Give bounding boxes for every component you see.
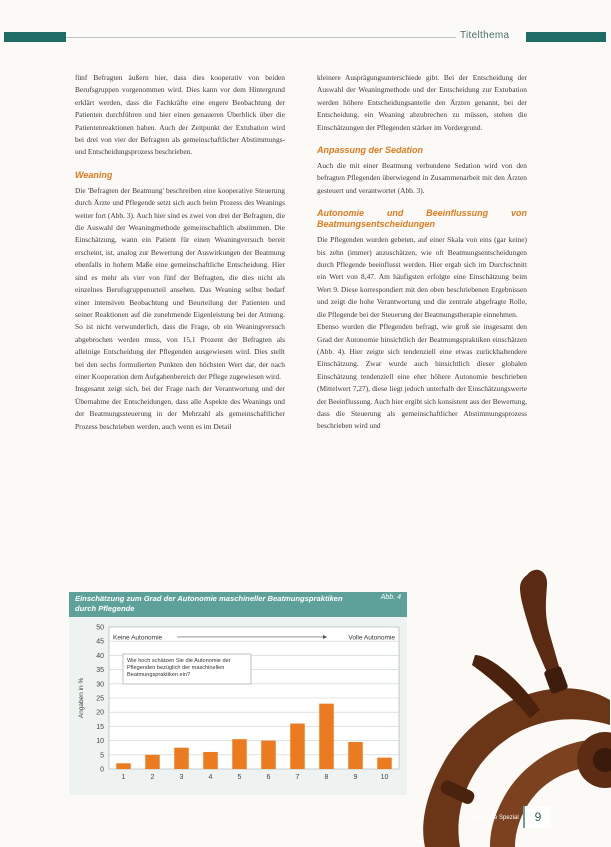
y-tick-label: 50 [96,624,104,632]
bar-chart [69,617,407,795]
paragraph: fünf Befragten äußern hier, dass dies kooperativ von beiden Berufsgruppen vorgenommen wird. Dies kann vor dem Hintergrund erklärt werden, dass die Fachkräfte eine engere Beobachtung der Patienten durchführen und hier einen genaueren Überblick über die Patientenreaktionen haben. Auch der Zeitpunkt der Extubation wird bei drei von vier der Befragten als gemeinschaftlicher Abstimmungs- und Entscheidungsprozess beschrieben. [75,73,285,157]
header-rule [66,37,456,38]
x-tick-label: 9 [353,774,358,781]
y-tick-label: 45 [96,638,104,646]
heading-autonomy: Autonomie und Beeinflussung von Beatmungsentscheidungen [317,208,527,230]
footer-journal: Heilberufe Spezial [470,815,519,821]
y-tick-label: 30 [96,681,104,689]
text-column-right [317,72,527,433]
paragraph: kleinere Ausprägungsunterschiede gibt. Bei der Entscheidung der Auswahl der Weaningmethode und der Entscheidung zur Extubation werden höhere Entscheidungsanteile den Ärzten genannt, bei der Entscheidung, ein Weaning abzubrechen zu müssen, stehen die Einschätzungen der Pflegenden stärker im Vordergrund. [317,73,527,132]
y-tick-label: 20 [96,709,104,717]
paragraph: Die 'Befragten der Beatmung' beschreiben eine kooperative Steuerung durch Ärzte und Pflegende setzt sich auch beim Prozess des Weanings weiter fort (Abb. 3). Auch hier sind es zwei von drei der Befragten, die die Auswahl der Weaningmethode gemeinschaftlich abstimmen. Die Einschätzung, wann ein Patient für einen Weaningversuch bereit erscheint, ist, analog zur Bewertung der Auswirkungen der Beatmung ebenfalls in hohem Maße eine gemeinschaftliche Entscheidung. Hier sind es mehr als vier von fünf der Befragten, die dies nicht als einzelnes Berufsgruppenurteil ansehen. Das Weaning selbst bedarf einer intensiven Beobachtung und Beurteilung der Patienten und seiner Reaktionen auf die zunehmende Eigenleistung bei der Atmung. So ist nicht verwunderlich, dass die Frage, ob ein Weaningversuch abgebrochen werden muss, von 15,1 Prozent der Befragten als alleinige Entscheidung der Pflegenden ausgewiesen wird. Dies stellt bei den sechs formulierten Punkten den höchsten Wert dar, der nach einer Kooperation dem Aufgabenbereich der Pflege zugewiesen wird. [75,185,285,381]
y-tick-label: 25 [96,695,104,703]
x-tick-label: 8 [324,774,329,781]
bar [319,704,334,769]
paragraph: Die Pflegenden wurden gebeten, auf einer Skala von eins (gar keine) bis zehn (immer) anzuschätzen, wie oft Beatmungsentscheidungen durch Pflegende beeinflusst werden. Hier ergab sich im Durchschnitt ein Wert von 8,47. Am häufigsten erfolgte eine Einschätzung beim Wert 9. Diese korrespondiert mit den oben beschriebenen Ergebnissen und zeigt die hohe Verantwortung und die zentrale abgefragte Rolle, die Pflegende bei der Steuerung der Beatmungstherapie einnehmen. [317,235,527,319]
figure-label: Abb. 4 [380,594,401,601]
bar [174,748,189,769]
x-tick-label: 10 [380,774,389,781]
x-tick-label: 6 [266,774,271,781]
bar [290,724,305,769]
ship-wheel-illustration [400,560,611,847]
bar [377,758,392,769]
y-axis-label: Angaben in % [78,677,85,719]
y-tick-label: 10 [96,738,104,746]
paragraph: Ebenso wurden die Pflegenden befragt, wie groß sie insgesamt den Grad der Autonomie hinsichtlich der Beatmungspraktiken einschätzen (Abb. 4). Hier zeigte sich tendenziell eine etwas zurückhaltendere Einschätzung. Zwar wurde auch hinsichtlich dieser globalen Einschätzung tendenziell eine eher höhere Autonomie beschrieben (Mittelwert 7,27), diese liegt jedoch unterhalb der Einschätzungswerte der Beeinflussung. Auch hier ergibt sich konsistent aus der Bewertung, dass die Steuerung als gemeinschaftlicher Abstimmungsprozess beschrieben wird und [317,322,527,431]
paragraph: Auch die mit einer Beatmung verbundene Sedation wird von den befragten Pflegenden überwiegend in Zusammenarbeit mit den Ärzten gesteuert und verantwortet (Abb. 3). [317,161,527,195]
x-tick-label: 5 [237,774,242,781]
bar [348,742,363,769]
figure-title: Einschätzung zum Grad der Autonomie maschineller Beatmungspraktiken durch Pflegende [75,594,343,613]
x-tick-label: 7 [295,774,300,781]
page-number: 9 [523,806,551,828]
ship-wheel-graphic [423,570,611,847]
bar [203,752,218,769]
header-accent-left [4,32,66,42]
y-tick-label: 15 [96,723,104,731]
x-tick-label: 2 [150,774,155,781]
section-label: Titelthema [460,30,510,41]
y-tick-label: 35 [96,667,104,675]
text-column-left [75,72,285,433]
y-tick-label: 40 [96,652,104,660]
heading-weaning: Weaning [75,169,113,180]
bar [261,741,276,769]
bar [116,763,131,769]
anchor-low-label: Keine Autonomie [113,634,163,642]
anchor-high-label: Volle Autonomie [348,634,395,642]
x-tick-label: 4 [208,774,213,781]
header-accent-right [526,32,606,42]
heading-sedation: Anpassung der Sedation [317,145,424,156]
figure-header [69,592,407,617]
x-tick-label: 1 [121,774,126,781]
x-tick-label: 3 [179,774,184,781]
bar [232,739,247,769]
question-text: Wie hoch schätzen Sie die Autonomie der Pflegenden bezüglich der maschinellen Beatmungspraktiken ein? [127,657,231,678]
y-tick-label: 0 [100,766,104,774]
figure-autonomy [69,592,407,795]
y-tick-label: 5 [100,752,104,760]
bar [145,755,160,769]
paragraph: Insgesamt zeigt sich, bei der Frage nach der Verantwortung und der Übernahme der Entscheidungen, dass alle Aspekte des Weanings und der Beatmungssteuerung in der Mehrzahl als gemeinschaftlicher Prozess beschrieben werden, auch wenn es im Detail [75,384,285,431]
